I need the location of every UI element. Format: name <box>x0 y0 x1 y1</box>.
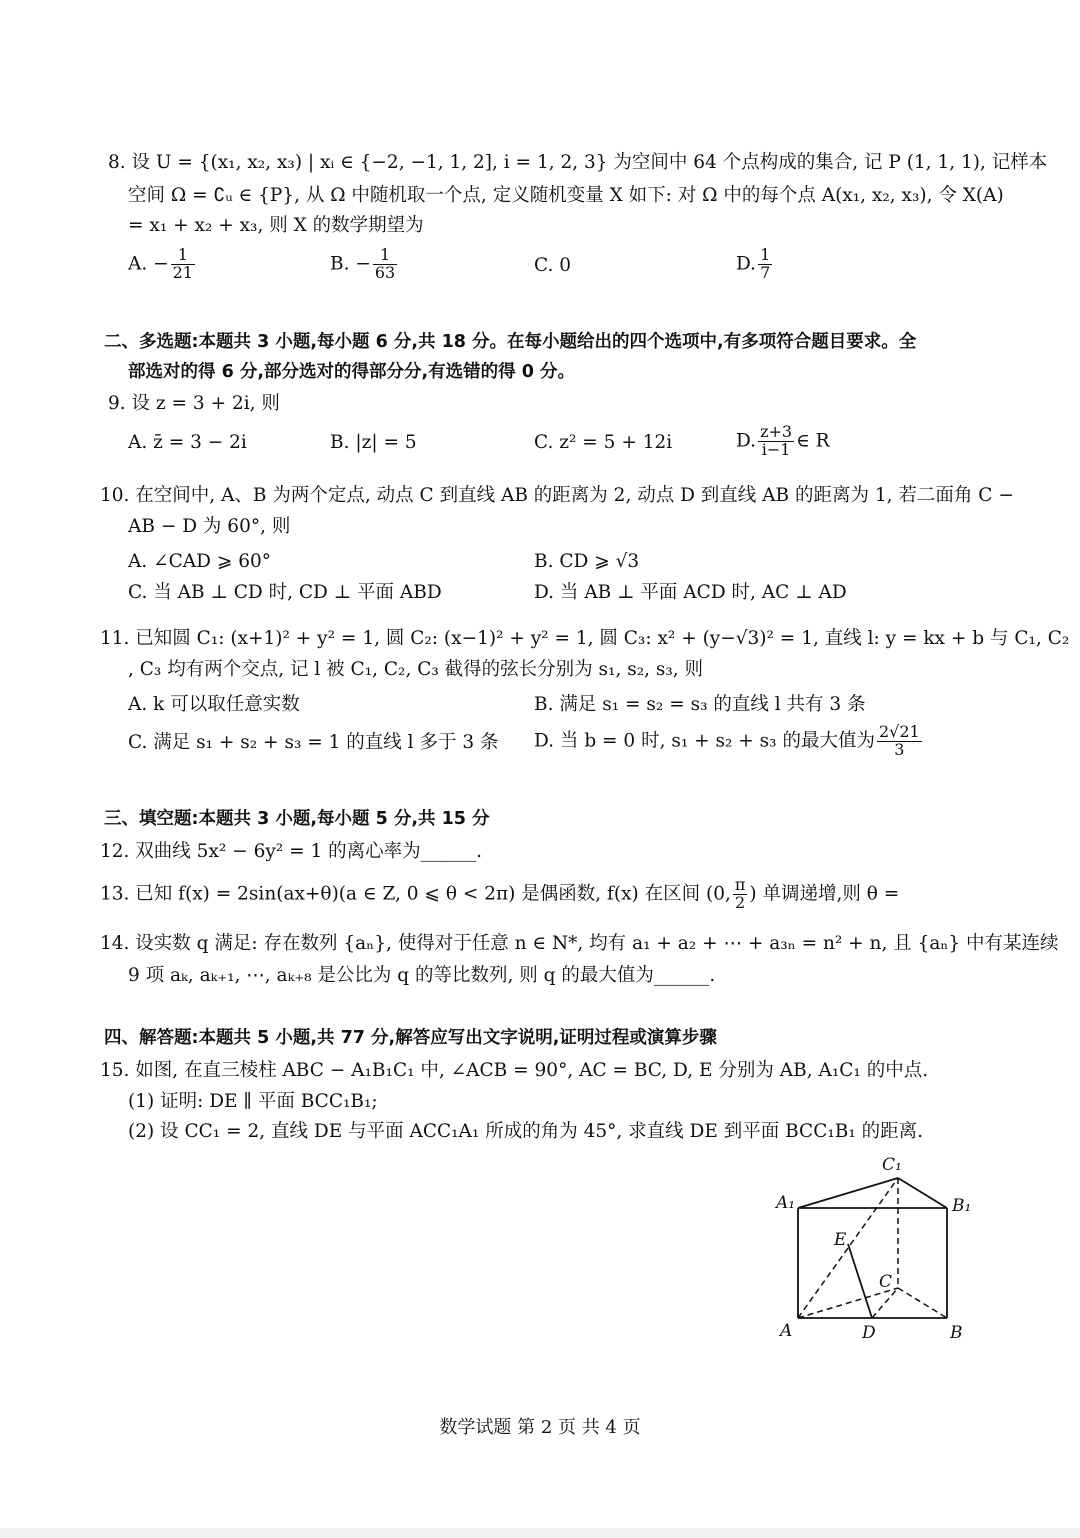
segment-e-d <box>848 1244 872 1318</box>
section-3-heading: 三、填空题:本题共 3 小题,每小题 5 分,共 15 分 <box>104 809 490 829</box>
label-d: D <box>862 1323 876 1343</box>
q9-stem: 9. 设 z = 3 + 2i, 则 <box>108 393 280 414</box>
q11-option-d: D. 当 b = 0 时, s₁ + s₂ + s₃ 的最大值为 $\frac{2√21}{3}$ <box>534 722 920 759</box>
q8-line-1: 8. 设 U = {(x₁, x₂, x₃) | xᵢ ∈ {−2, −1, 1, 2], i = 1, 2, 3} 为空间中 64 个点构成的集合, 记 P (1, 1, 1), 记样本 <box>108 152 1048 173</box>
q10-option-a: A. ∠CAD ⩾ 60° <box>128 551 272 572</box>
q13: 13. 已知 f(x) = 2sin(ax+θ)(a ∈ Z, 0 ⩽ θ < 2π) 是偶函数, f(x) 在区间 (0, $\frac{\pi}{2}$ ) 单调递增,则 θ = <box>100 875 900 912</box>
q11-line-1: 11. 已知圆 C₁: (x+1)² + y² = 1, 圆 C₂: (x−1)² + y² = 1, 圆 C₃: x² + (y−√3)² = 1, 直线 l: y = kx + b 与 C₁, C₂ <box>100 628 1070 649</box>
q8-option-d: D. $\frac{1}{7}$ <box>736 245 771 282</box>
q10-line-2: AB − D 为 60°, 则 <box>128 516 291 537</box>
label-a: A <box>780 1321 793 1341</box>
q9-option-b: B. |z| = 5 <box>330 432 417 453</box>
label-e: E <box>834 1230 847 1250</box>
edge-a-c-hidden <box>798 1288 898 1318</box>
q15-line-1: 15. 如图, 在直三棱柱 ABC − A₁B₁C₁ 中, ∠ACB = 90°, AC = BC, D, E 分别为 AB, A₁C₁ 的中点. <box>100 1060 929 1081</box>
section-2-heading: 二、多选题:本题共 3 小题,每小题 6 分,共 18 分。在每小题给出的四个选项中,有多项符合题目要求。全 <box>104 332 917 352</box>
q14-line-1: 14. 设实数 q 满足: 存在数列 {aₙ}, 使得对于任意 n ∈ N*, 均有 a₁ + a₂ + ⋯ + a₃ₙ = n² + n, 且 {aₙ} 中有某连续 <box>100 933 1059 954</box>
q15-part-1: (1) 证明: DE ∥ 平面 BCC₁B₁; <box>128 1091 378 1112</box>
bottom-strip <box>0 1528 1080 1538</box>
q8-line-3: = x₁ + x₂ + x₃, 则 X 的数学期望为 <box>128 215 424 236</box>
q12: 12. 双曲线 5x² − 6y² = 1 的离心率为______. <box>100 841 482 862</box>
label-a1: A₁ <box>776 1193 796 1213</box>
label-c1: C₁ <box>882 1155 902 1175</box>
q8-line-2: 空间 Ω = ∁ᵤ ∈ {P}, 从 Ω 中随机取一个点, 定义随机变量 X 如下: 对 Ω 中的每个点 A(x₁, x₂, x₃), 令 X(A) <box>128 185 1004 206</box>
segment-a-c1-hidden <box>798 1178 898 1318</box>
q8-option-b: B. − $\frac{1}{63}$ <box>330 245 396 282</box>
page-footer: 数学试题 第 2 页 共 4 页 <box>439 1417 641 1438</box>
q11-option-c: C. 满足 s₁ + s₂ + s₃ = 1 的直线 l 多于 3 条 <box>128 732 499 753</box>
label-b1: B₁ <box>952 1196 972 1216</box>
edge-c-b-hidden <box>898 1288 947 1318</box>
q8-option-a: A. − $\frac{1}{21}$ <box>128 245 193 282</box>
q9-option-c: C. z² = 5 + 12i <box>534 432 673 453</box>
label-c: C <box>879 1272 893 1292</box>
section-4-heading: 四、解答题:本题共 5 小题,共 77 分,解答应写出文字说明,证明过程或演算步骤 <box>104 1028 717 1048</box>
edge-a1-c1 <box>798 1178 898 1208</box>
q11-option-a: A. k 可以取任意实数 <box>128 694 300 715</box>
q10-option-c: C. 当 AB ⊥ CD 时, CD ⊥ 平面 ABD <box>128 582 442 603</box>
q9-option-a: A. z̄ = 3 − 2i <box>128 432 247 453</box>
label-b: B <box>950 1323 963 1343</box>
q11-line-2: , C₃ 均有两个交点, 记 l 被 C₁, C₂, C₃ 截得的弦长分别为 s₁, s₂, s₃, 则 <box>128 659 704 680</box>
section-2-heading-cont: 部选对的得 6 分,部分选对的得部分分,有选错的得 0 分。 <box>128 362 576 382</box>
q11-option-b: B. 满足 s₁ = s₂ = s₃ 的直线 l 共有 3 条 <box>534 694 866 715</box>
q10-option-d: D. 当 AB ⊥ 平面 ACD 时, AC ⊥ AD <box>534 582 847 603</box>
q10-line-1: 10. 在空间中, A、B 为两个定点, 动点 C 到直线 AB 的距离为 2, 动点 D 到直线 AB 的距离为 1, 若二面角 C − <box>100 485 1014 506</box>
q9-option-d: D. $\frac{z+3}{i-1}$ ∈ R <box>736 422 830 459</box>
q14-line-2: 9 项 aₖ, aₖ₊₁, ⋯, aₖ₊₈ 是公比为 q 的等比数列, 则 q 的最大值为______. <box>128 965 716 986</box>
q15-part-2: (2) 设 CC₁ = 2, 直线 DE 与平面 ACC₁A₁ 所成的角为 45°, 求直线 DE 到平面 BCC₁B₁ 的距离. <box>128 1121 924 1142</box>
q10-option-b: B. CD ⩾ √3 <box>534 551 640 572</box>
q8-option-c: C. 0 <box>534 255 572 276</box>
prism-figure <box>770 1150 980 1350</box>
edge-c1-b1 <box>898 1178 947 1208</box>
